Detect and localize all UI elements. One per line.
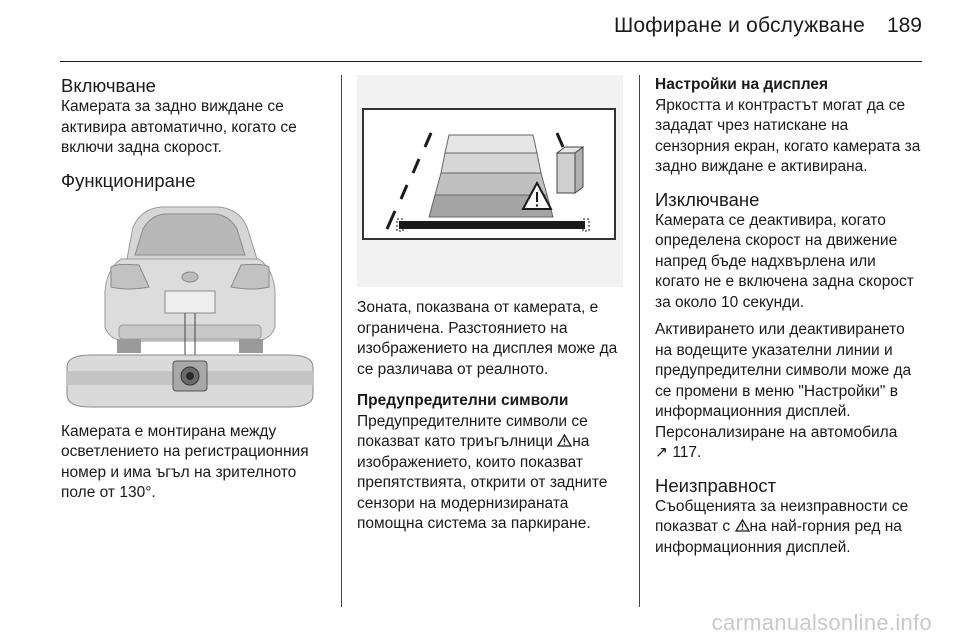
header-rule bbox=[60, 61, 922, 62]
heading-display-settings: Настройки на дисплея bbox=[655, 76, 829, 93]
heading-warning-symbols: Предупредителни символи bbox=[357, 392, 569, 409]
text-display-settings: Яркостта и контрастът могат да се зададат чрез натискане на сензорния екран, когато камерата за задно виждане е активирана. bbox=[655, 96, 921, 175]
heading-fault: Неизправност bbox=[655, 474, 777, 496]
column-divider-1 bbox=[341, 75, 342, 607]
text-camera-area: Зоната, показвана от камерата, е ограничена. Разстоянието на изображението на дисплея може да се различава от реалното. bbox=[357, 299, 618, 378]
page-reference[interactable]: 117. bbox=[672, 444, 702, 461]
car-rear-camera-figure bbox=[61, 199, 319, 411]
page-header-title: Шофиране и обслужване bbox=[613, 14, 865, 37]
column-3 bbox=[655, 75, 923, 558]
text-deactivation-2: Активирането или деактивирането на водещите указателни линии и предупредителни символи може да се промени в меню "Настройки" в информационния дисплей. Персонализиране на автомобила ↗ 117. bbox=[655, 320, 923, 464]
warning-triangle-icon bbox=[557, 434, 572, 447]
camera-display-figure bbox=[357, 75, 623, 287]
warning-triangle-icon bbox=[735, 519, 750, 532]
text-warning-symbols: Предупредителните символи се показват като триъгълници на изображението, които показват препятствията, открити от задните сензори на модернизираната помощна система за паркиране. bbox=[357, 412, 608, 532]
column-divider-2 bbox=[639, 75, 640, 607]
page-ref-arrow-icon: ↗ bbox=[655, 444, 668, 461]
heading-function: Функциониране bbox=[61, 169, 196, 191]
watermark: carmanualsonline.info bbox=[711, 610, 932, 635]
figure-caption: Камерата е монтирана между осветлението на регистрационния номер и има ъгъл на зрителното поле от 130°. bbox=[61, 422, 309, 501]
heading-deactivation: Изключване bbox=[655, 188, 760, 210]
text-deactivation-1: Камерата се деактивира, когато определена скорост на движение напред бъде надхвърлена или когато не е включена задна скорост за около 10 секунди. bbox=[655, 211, 914, 311]
page-number: 189 bbox=[886, 14, 922, 37]
column-1 bbox=[61, 75, 331, 504]
text-activation: Камерата за задно виждане се активира автоматично, когато се включи задна скорост. bbox=[61, 98, 297, 156]
heading-activation: Включване bbox=[61, 75, 156, 96]
text-fault: Съобщенията за неизправности се показват с на най-горния ред на информационния дисплей. bbox=[655, 497, 909, 556]
column-2 bbox=[357, 75, 630, 535]
